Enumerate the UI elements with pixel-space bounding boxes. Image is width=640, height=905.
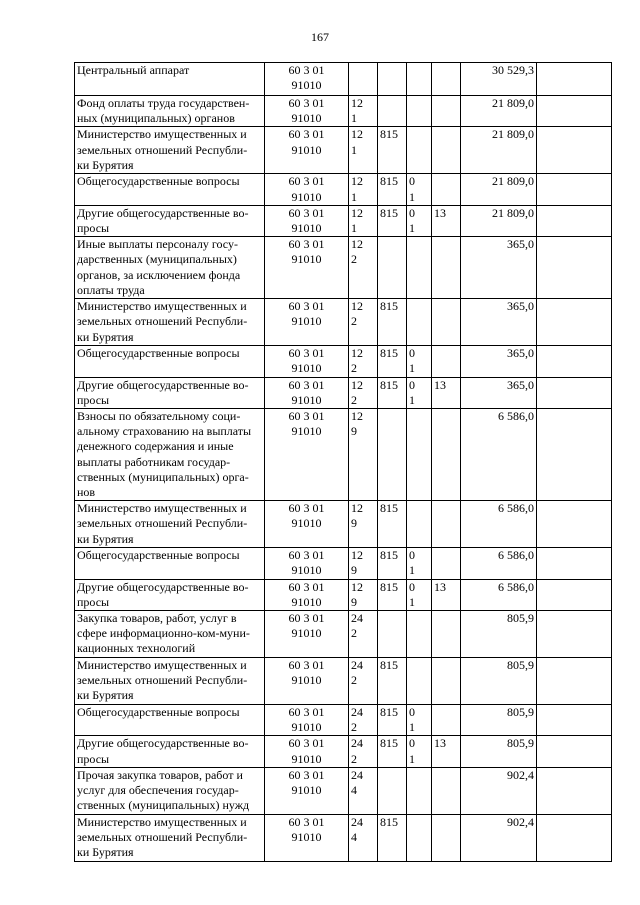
budget-manager-cell: 815	[378, 736, 407, 767]
empty-column-cell	[537, 705, 612, 736]
empty-column-cell	[537, 237, 612, 299]
table-row	[75, 501, 612, 548]
target-article-cell: 60 3 01 91010	[265, 346, 349, 377]
target-article-cell: 60 3 01 91010	[265, 127, 349, 174]
expense-type-cell: 12 1	[349, 127, 378, 174]
amount-cell: 365,0	[461, 237, 537, 299]
target-article-cell: 60 3 01 91010	[265, 705, 349, 736]
empty-column-cell	[537, 814, 612, 861]
expense-type-cell: 12 2	[349, 377, 378, 408]
section-cell: 0 1	[407, 346, 432, 377]
expense-type-cell: 12 2	[349, 346, 378, 377]
empty-column-cell	[537, 63, 612, 96]
section-cell	[407, 501, 432, 548]
subsection-cell	[432, 96, 461, 127]
subsection-cell	[432, 63, 461, 96]
empty-column-cell	[537, 736, 612, 767]
amount-cell: 6 586,0	[461, 409, 537, 501]
row-name-cell: Министерство имущественных и земельных отношений Республи- ки Бурятия	[75, 501, 265, 548]
amount-cell: 21 809,0	[461, 205, 537, 236]
amount-cell: 805,9	[461, 736, 537, 767]
table-row	[75, 127, 612, 174]
subsection-cell	[432, 409, 461, 501]
target-article-cell: 60 3 01 91010	[265, 237, 349, 299]
table-row	[75, 736, 612, 767]
target-article-cell: 60 3 01 91010	[265, 63, 349, 96]
subsection-cell	[432, 705, 461, 736]
section-cell	[407, 814, 432, 861]
row-name-cell: Фонд оплаты труда государствен- ных (муниципальных) органов	[75, 96, 265, 127]
empty-column-cell	[537, 579, 612, 610]
amount-cell: 365,0	[461, 346, 537, 377]
section-cell: 0 1	[407, 579, 432, 610]
budget-manager-cell: 815	[378, 501, 407, 548]
row-name-cell: Иные выплаты персоналу госу- дарственных (муниципальных) органов, за исключением фонда оплаты труда	[75, 237, 265, 299]
table-row	[75, 96, 612, 127]
target-article-cell: 60 3 01 91010	[265, 377, 349, 408]
expense-type-cell: 12 9	[349, 409, 378, 501]
budget-manager-cell	[378, 63, 407, 96]
empty-column-cell	[537, 96, 612, 127]
subsection-cell	[432, 611, 461, 658]
section-cell	[407, 611, 432, 658]
empty-column-cell	[537, 611, 612, 658]
empty-column-cell	[537, 205, 612, 236]
empty-column-cell	[537, 409, 612, 501]
subsection-cell	[432, 346, 461, 377]
amount-cell: 902,4	[461, 814, 537, 861]
section-cell	[407, 63, 432, 96]
table-row	[75, 767, 612, 814]
amount-cell: 6 586,0	[461, 548, 537, 579]
table-row	[75, 174, 612, 205]
target-article-cell: 60 3 01 91010	[265, 501, 349, 548]
amount-cell: 902,4	[461, 767, 537, 814]
section-cell	[407, 658, 432, 705]
subsection-cell: 13	[432, 205, 461, 236]
expense-type-cell: 12 9	[349, 579, 378, 610]
table-row	[75, 579, 612, 610]
subsection-cell	[432, 174, 461, 205]
expense-type-cell	[349, 63, 378, 96]
table-row	[75, 237, 612, 299]
table-row	[75, 299, 612, 346]
subsection-cell	[432, 658, 461, 705]
table-row	[75, 705, 612, 736]
amount-cell: 365,0	[461, 377, 537, 408]
row-name-cell: Общегосударственные вопросы	[75, 548, 265, 579]
amount-cell: 21 809,0	[461, 174, 537, 205]
target-article-cell: 60 3 01 91010	[265, 96, 349, 127]
section-cell	[407, 96, 432, 127]
budget-manager-cell: 815	[378, 174, 407, 205]
target-article-cell: 60 3 01 91010	[265, 174, 349, 205]
budget-manager-cell: 815	[378, 299, 407, 346]
target-article-cell: 60 3 01 91010	[265, 736, 349, 767]
empty-column-cell	[537, 346, 612, 377]
budget-manager-cell: 815	[378, 548, 407, 579]
subsection-cell	[432, 814, 461, 861]
amount-cell: 6 586,0	[461, 501, 537, 548]
expense-type-cell: 12 1	[349, 96, 378, 127]
row-name-cell: Министерство имущественных и земельных отношений Республи- ки Бурятия	[75, 814, 265, 861]
amount-cell: 21 809,0	[461, 127, 537, 174]
section-cell: 0 1	[407, 705, 432, 736]
row-name-cell: Другие общегосударственные во- просы	[75, 377, 265, 408]
expense-type-cell: 24 4	[349, 814, 378, 861]
budget-table	[74, 62, 612, 862]
expense-type-cell: 24 2	[349, 611, 378, 658]
section-cell: 0 1	[407, 548, 432, 579]
row-name-cell: Другие общегосударственные во- просы	[75, 579, 265, 610]
section-cell	[407, 409, 432, 501]
table-row	[75, 548, 612, 579]
row-name-cell: Министерство имущественных и земельных отношений Республи- ки Бурятия	[75, 658, 265, 705]
table-row	[75, 611, 612, 658]
section-cell: 0 1	[407, 174, 432, 205]
row-name-cell: Другие общегосударственные во- просы	[75, 205, 265, 236]
subsection-cell: 13	[432, 736, 461, 767]
page-number: 167	[311, 30, 329, 44]
row-name-cell: Взносы по обязательному соци- альному страхованию на выплаты денежного содержания и иные выплаты работникам государ- ственных (муниципальных) орга- нов	[75, 409, 265, 501]
budget-manager-cell: 815	[378, 814, 407, 861]
budget-manager-cell	[378, 96, 407, 127]
subsection-cell	[432, 767, 461, 814]
expense-type-cell: 24 2	[349, 705, 378, 736]
expense-type-cell: 12 1	[349, 205, 378, 236]
row-name-cell: Прочая закупка товаров, работ и услуг для обеспечения государ- ственных (муниципальных) нужд	[75, 767, 265, 814]
budget-manager-cell	[378, 409, 407, 501]
target-article-cell: 60 3 01 91010	[265, 409, 349, 501]
expense-type-cell: 12 1	[349, 174, 378, 205]
target-article-cell: 60 3 01 91010	[265, 658, 349, 705]
expense-type-cell: 12 2	[349, 299, 378, 346]
row-name-cell: Министерство имущественных и земельных отношений Республи- ки Бурятия	[75, 127, 265, 174]
row-name-cell: Другие общегосударственные во- просы	[75, 736, 265, 767]
budget-manager-cell	[378, 237, 407, 299]
row-name-cell: Закупка товаров, работ, услуг в сфере информационно-ком-муни- кационных технологий	[75, 611, 265, 658]
subsection-cell: 13	[432, 579, 461, 610]
expense-type-cell: 24 2	[349, 658, 378, 705]
empty-column-cell	[537, 174, 612, 205]
table-row	[75, 63, 612, 96]
row-name-cell: Центральный аппарат	[75, 63, 265, 96]
target-article-cell: 60 3 01 91010	[265, 611, 349, 658]
subsection-cell: 13	[432, 377, 461, 408]
subsection-cell	[432, 299, 461, 346]
subsection-cell	[432, 501, 461, 548]
budget-manager-cell: 815	[378, 377, 407, 408]
section-cell: 0 1	[407, 736, 432, 767]
target-article-cell: 60 3 01 91010	[265, 767, 349, 814]
budget-manager-cell: 815	[378, 205, 407, 236]
table-row	[75, 205, 612, 236]
empty-column-cell	[537, 127, 612, 174]
section-cell	[407, 237, 432, 299]
budget-manager-cell: 815	[378, 658, 407, 705]
empty-column-cell	[537, 767, 612, 814]
row-name-cell: Общегосударственные вопросы	[75, 346, 265, 377]
expense-type-cell: 12 9	[349, 501, 378, 548]
subsection-cell	[432, 548, 461, 579]
amount-cell: 21 809,0	[461, 96, 537, 127]
expense-type-cell: 12 2	[349, 237, 378, 299]
empty-column-cell	[537, 377, 612, 408]
target-article-cell: 60 3 01 91010	[265, 205, 349, 236]
budget-manager-cell	[378, 611, 407, 658]
amount-cell: 805,9	[461, 705, 537, 736]
table-row	[75, 377, 612, 408]
amount-cell: 30 529,3	[461, 63, 537, 96]
budget-manager-cell: 815	[378, 705, 407, 736]
target-article-cell: 60 3 01 91010	[265, 299, 349, 346]
row-name-cell: Общегосударственные вопросы	[75, 705, 265, 736]
budget-manager-cell	[378, 767, 407, 814]
amount-cell: 805,9	[461, 658, 537, 705]
section-cell	[407, 127, 432, 174]
subsection-cell	[432, 127, 461, 174]
table-row	[75, 814, 612, 861]
budget-manager-cell: 815	[378, 127, 407, 174]
empty-column-cell	[537, 299, 612, 346]
section-cell	[407, 299, 432, 346]
expense-type-cell: 24 2	[349, 736, 378, 767]
subsection-cell	[432, 237, 461, 299]
target-article-cell: 60 3 01 91010	[265, 548, 349, 579]
amount-cell: 365,0	[461, 299, 537, 346]
amount-cell: 6 586,0	[461, 579, 537, 610]
table-row	[75, 346, 612, 377]
table-row	[75, 409, 612, 501]
section-cell: 0 1	[407, 377, 432, 408]
target-article-cell: 60 3 01 91010	[265, 814, 349, 861]
target-article-cell: 60 3 01 91010	[265, 579, 349, 610]
expense-type-cell: 12 9	[349, 548, 378, 579]
empty-column-cell	[537, 501, 612, 548]
budget-manager-cell: 815	[378, 579, 407, 610]
row-name-cell: Общегосударственные вопросы	[75, 174, 265, 205]
empty-column-cell	[537, 658, 612, 705]
expense-type-cell: 24 4	[349, 767, 378, 814]
budget-manager-cell: 815	[378, 346, 407, 377]
section-cell	[407, 767, 432, 814]
row-name-cell: Министерство имущественных и земельных отношений Республи- ки Бурятия	[75, 299, 265, 346]
amount-cell: 805,9	[461, 611, 537, 658]
section-cell: 0 1	[407, 205, 432, 236]
empty-column-cell	[537, 548, 612, 579]
table-row	[75, 658, 612, 705]
